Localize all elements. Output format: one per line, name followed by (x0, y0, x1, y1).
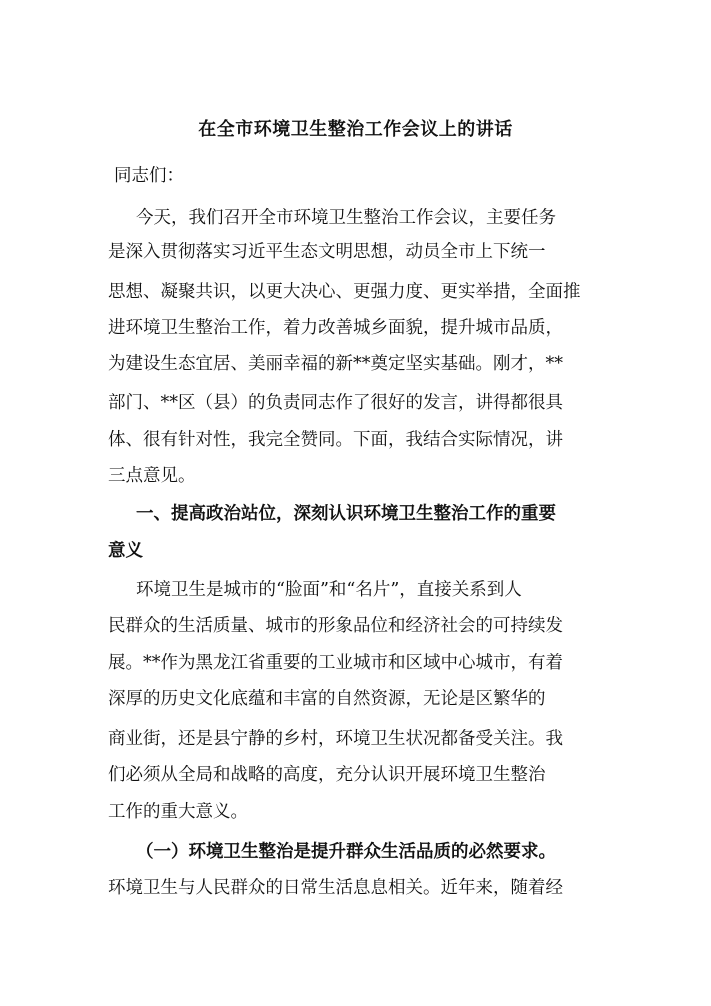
paragraph-line: 们必须从全局和战略的高度，充分认识开展环境卫生整治 (108, 765, 546, 785)
paragraph-line: 商业街，还是县宁静的乡村，环境卫生状况都备受关注。我 (108, 729, 563, 749)
paragraph-line: 工作的重大意义。 (108, 802, 248, 822)
paragraph-line: 进环境卫生整治工作，着力改善城乡面貌，提升城市品质， (108, 318, 563, 338)
paragraph-line: 体、很有针对性，我完全赞同。下面，我结合实际情况，讲 (108, 430, 563, 450)
document-title: 在全市环境卫生整治工作会议上的讲话 (198, 119, 513, 140)
salutation: 同志们： (114, 166, 184, 186)
paragraph-line: 环境卫生与人民群众的日常生活息息相关。近年来，随着经 (108, 878, 563, 898)
subsection-heading-line: （一）环境卫生整治是提升群众生活品质的必然要求。 (136, 842, 556, 862)
section-heading-line: 意义 (108, 541, 143, 561)
paragraph-line: 环境卫生是城市的“脸面”和“名片”，直接关系到人 (136, 580, 522, 600)
paragraph-line: 展。**作为黑龙江省重要的工业城市和区域中心城市，有着 (108, 653, 563, 673)
paragraph-line: 今天，我们召开全市环境卫生整治工作会议，主要任务 (136, 208, 556, 228)
paragraph-line: 三点意见。 (108, 466, 196, 486)
paragraph-line: 为建设生态宜居、美丽幸福的新**奠定坚实基础。刚才，** (108, 354, 563, 374)
paragraph-line: 是深入贯彻落实习近平生态文明思想，动员全市上下统一 (108, 242, 546, 262)
paragraph-line: 民群众的生活质量、城市的形象品位和经济社会的可持续发 (108, 616, 563, 636)
section-heading-line: 一、提高政治站位，深刻认识环境卫生整治工作的重要 (136, 504, 556, 524)
paragraph-line: 部门、**区（县）的负责同志作了很好的发言，讲得都很具 (108, 393, 563, 413)
paragraph-line: 思想、凝聚共识，以更大决心、更强力度、更实举措，全面推 (108, 282, 581, 302)
paragraph-line: 深厚的历史文化底蕴和丰富的自然资源，无论是区繁华的 (108, 689, 546, 709)
